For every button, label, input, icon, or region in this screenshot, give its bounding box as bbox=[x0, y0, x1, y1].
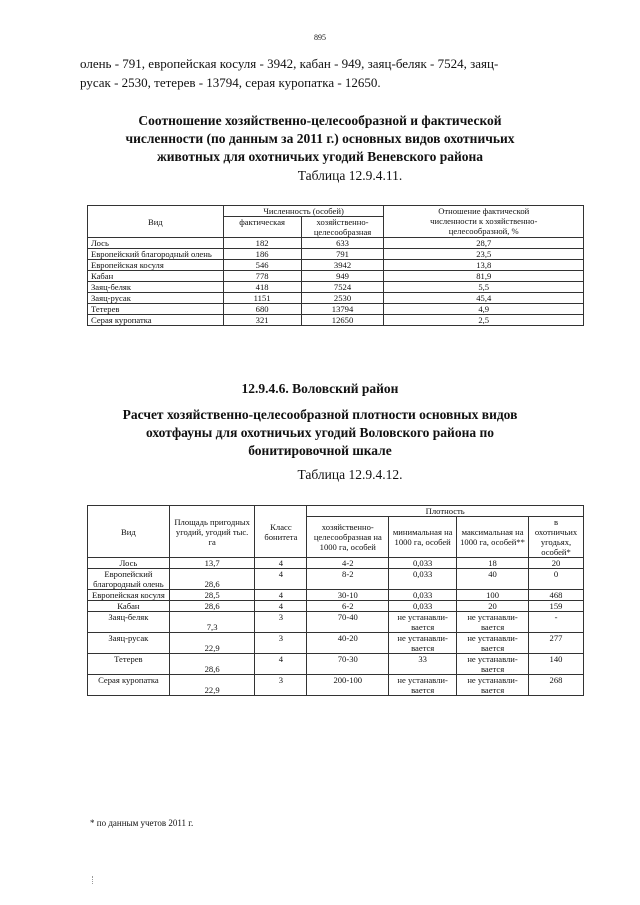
cell-target: 791 bbox=[301, 249, 384, 260]
header-ratio-line: Отношение фактической bbox=[438, 206, 530, 216]
cell-species: Лось bbox=[88, 238, 224, 249]
cell-ratio: 28,7 bbox=[384, 238, 584, 249]
cell-hunting: - bbox=[529, 612, 584, 633]
cell-class: 4 bbox=[255, 601, 307, 612]
table1-caption: Таблица 12.9.4.11. bbox=[297, 168, 403, 183]
cell-actual: 418 bbox=[223, 282, 301, 293]
cell-area: 28,6 bbox=[169, 601, 255, 612]
subsection-title: 12.9.4.6. Воловский район bbox=[241, 381, 399, 396]
title-line: Соотношение хозяйственно-целесообразной и фактической bbox=[138, 113, 502, 128]
intro-paragraph bbox=[80, 54, 600, 92]
cell-species: Лось bbox=[88, 558, 170, 569]
table-row bbox=[88, 293, 584, 304]
cell-area: 28,6 bbox=[169, 569, 255, 590]
cell-target: 4-2 bbox=[307, 558, 389, 569]
header-target-line: целесообразная bbox=[313, 227, 372, 237]
cell-hunting: 468 bbox=[529, 590, 584, 601]
header-target-density: хозяйственно-целесообразная на 1000 га, особей bbox=[307, 517, 389, 558]
title-line: охотфауны для охотничьих угодий Воловского района по bbox=[145, 425, 494, 440]
cell-target: 40-20 bbox=[307, 633, 389, 654]
cell-class: 4 bbox=[255, 558, 307, 569]
header-ratio-line: численности к хозяйственно- bbox=[430, 216, 538, 226]
table-row bbox=[88, 304, 584, 315]
table-row bbox=[88, 315, 584, 326]
cell-species: Европейский благородный олень bbox=[88, 249, 224, 260]
cell-area: 28,5 bbox=[169, 590, 255, 601]
cell-ratio: 5,5 bbox=[384, 282, 584, 293]
cell-hunting: 268 bbox=[529, 675, 584, 696]
cell-area: 13,7 bbox=[169, 558, 255, 569]
cell-target: 8-2 bbox=[307, 569, 389, 590]
cell-target: 633 bbox=[301, 238, 384, 249]
cell-ratio: 2,5 bbox=[384, 315, 584, 326]
table-row bbox=[88, 271, 584, 282]
cell-target: 70-40 bbox=[307, 612, 389, 633]
table-row bbox=[88, 260, 584, 271]
cell-max: не устанавли-вается bbox=[457, 675, 529, 696]
table-row bbox=[88, 249, 584, 260]
cell-class: 4 bbox=[255, 654, 307, 675]
cell-species: Кабан bbox=[88, 601, 170, 612]
cell-actual: 546 bbox=[223, 260, 301, 271]
cell-min: 0,033 bbox=[389, 590, 457, 601]
title-line: численности (по данным за 2011 г.) основных видов охотничьих bbox=[125, 131, 515, 146]
cell-area: 28,6 bbox=[169, 654, 255, 675]
cell-actual: 778 bbox=[223, 271, 301, 282]
cell-ratio: 23,5 bbox=[384, 249, 584, 260]
cell-ratio: 13,8 bbox=[384, 260, 584, 271]
cell-ratio: 45,4 bbox=[384, 293, 584, 304]
cell-max: 100 bbox=[457, 590, 529, 601]
header-actual: фактическая bbox=[223, 217, 301, 238]
cell-species: Тетерев bbox=[88, 654, 170, 675]
cell-species: Серая куропатка bbox=[88, 315, 224, 326]
cell-target: 70-30 bbox=[307, 654, 389, 675]
cell-species: Тетерев bbox=[88, 304, 224, 315]
cell-class: 3 bbox=[255, 675, 307, 696]
cell-max: 18 bbox=[457, 558, 529, 569]
header-ratio bbox=[384, 206, 584, 238]
cell-min: 0,033 bbox=[389, 601, 457, 612]
cell-target: 13794 bbox=[301, 304, 384, 315]
header-target bbox=[301, 217, 384, 238]
cell-area: 22,9 bbox=[169, 633, 255, 654]
section2-title bbox=[60, 406, 580, 460]
cell-species: Европейский благородный олень bbox=[88, 569, 170, 590]
table-header-row bbox=[88, 506, 584, 517]
cell-hunting: 0 bbox=[529, 569, 584, 590]
table-row bbox=[88, 238, 584, 249]
header-target-line: хозяйственно- bbox=[316, 217, 369, 227]
table2-caption: Таблица 12.9.4.12. bbox=[297, 467, 403, 482]
cell-class: 3 bbox=[255, 612, 307, 633]
intro-line: олень - 791, европейская косуля - 3942, кабан - 949, заяц-беляк - 7524, заяц- bbox=[80, 56, 499, 71]
cell-class: 4 bbox=[255, 569, 307, 590]
title-line: животных для охотничьих угодий Веневского района bbox=[156, 149, 484, 164]
table-row bbox=[88, 569, 584, 590]
cell-hunting: 140 bbox=[529, 654, 584, 675]
table-row bbox=[88, 601, 584, 612]
cell-area: 7,3 bbox=[169, 612, 255, 633]
cell-target: 7524 bbox=[301, 282, 384, 293]
header-count: Численность (особей) bbox=[223, 206, 384, 217]
cell-max: 40 bbox=[457, 569, 529, 590]
cell-target: 30-10 bbox=[307, 590, 389, 601]
table-volovo-density bbox=[87, 505, 584, 696]
table-row bbox=[88, 675, 584, 696]
cell-actual: 321 bbox=[223, 315, 301, 326]
header-max-density: максимальная на 1000 га, особей** bbox=[457, 517, 529, 558]
cell-target: 3942 bbox=[301, 260, 384, 271]
cell-species: Заяц-беляк bbox=[88, 612, 170, 633]
cell-target: 949 bbox=[301, 271, 384, 282]
table-header-row bbox=[88, 206, 584, 217]
cell-species: Заяц-беляк bbox=[88, 282, 224, 293]
cell-class: 3 bbox=[255, 633, 307, 654]
cell-ratio: 4,9 bbox=[384, 304, 584, 315]
cell-target: 6-2 bbox=[307, 601, 389, 612]
header-species: Вид bbox=[88, 506, 170, 558]
header-density: Плотность bbox=[307, 506, 584, 517]
cell-target: 12650 bbox=[301, 315, 384, 326]
table-row bbox=[88, 654, 584, 675]
footnote: * по данным учетов 2011 г. bbox=[90, 818, 194, 828]
table-row bbox=[88, 282, 584, 293]
cell-max: не устанавли-вается bbox=[457, 633, 529, 654]
header-area: Площадь пригодных угодий, угодий тыс. га bbox=[169, 506, 255, 558]
cell-class: 4 bbox=[255, 590, 307, 601]
header-min-density: минимальная на 1000 га, особей bbox=[389, 517, 457, 558]
cell-species: Заяц-русак bbox=[88, 293, 224, 304]
cell-hunting: 20 bbox=[529, 558, 584, 569]
title-line: бонитировочной шкале bbox=[248, 443, 392, 458]
cell-target: 2530 bbox=[301, 293, 384, 304]
cell-actual: 1151 bbox=[223, 293, 301, 304]
cell-species: Серая куропатка bbox=[88, 675, 170, 696]
table-row bbox=[88, 612, 584, 633]
cell-actual: 182 bbox=[223, 238, 301, 249]
cell-min: 33 bbox=[389, 654, 457, 675]
cell-max: 20 bbox=[457, 601, 529, 612]
cell-area: 22,9 bbox=[169, 675, 255, 696]
section1-title bbox=[60, 112, 580, 166]
table-veneva-ratio bbox=[87, 205, 584, 326]
cell-min: не устанавли-вается bbox=[389, 612, 457, 633]
cell-min: 0,033 bbox=[389, 558, 457, 569]
cell-species: Кабан bbox=[88, 271, 224, 282]
cell-actual: 186 bbox=[223, 249, 301, 260]
table-row bbox=[88, 558, 584, 569]
header-species: Вид bbox=[88, 206, 224, 238]
cell-max: не устанавли-вается bbox=[457, 612, 529, 633]
cell-min: не устанавли-вается bbox=[389, 633, 457, 654]
page-number: 895 bbox=[314, 33, 326, 42]
header-hunting-density: в охотничьих угодьях, особей* bbox=[529, 517, 584, 558]
cell-ratio: 81,9 bbox=[384, 271, 584, 282]
cell-hunting: 277 bbox=[529, 633, 584, 654]
title-line: Расчет хозяйственно-целесообразной плотности основных видов bbox=[122, 407, 518, 422]
scan-mark bbox=[92, 876, 94, 884]
intro-line: русак - 2530, тетерев - 13794, серая куропатка - 12650. bbox=[80, 75, 381, 90]
cell-min: не устанавли-вается bbox=[389, 675, 457, 696]
cell-hunting: 159 bbox=[529, 601, 584, 612]
table-row bbox=[88, 590, 584, 601]
cell-max: не устанавли-вается bbox=[457, 654, 529, 675]
cell-species: Европейская косуля bbox=[88, 590, 170, 601]
cell-min: 0,033 bbox=[389, 569, 457, 590]
cell-actual: 680 bbox=[223, 304, 301, 315]
header-class: Класс бонитета bbox=[255, 506, 307, 558]
table-row bbox=[88, 633, 584, 654]
cell-target: 200-100 bbox=[307, 675, 389, 696]
cell-species: Европейская косуля bbox=[88, 260, 224, 271]
header-ratio-line: целесообразной, % bbox=[448, 226, 519, 236]
cell-species: Заяц-русак bbox=[88, 633, 170, 654]
